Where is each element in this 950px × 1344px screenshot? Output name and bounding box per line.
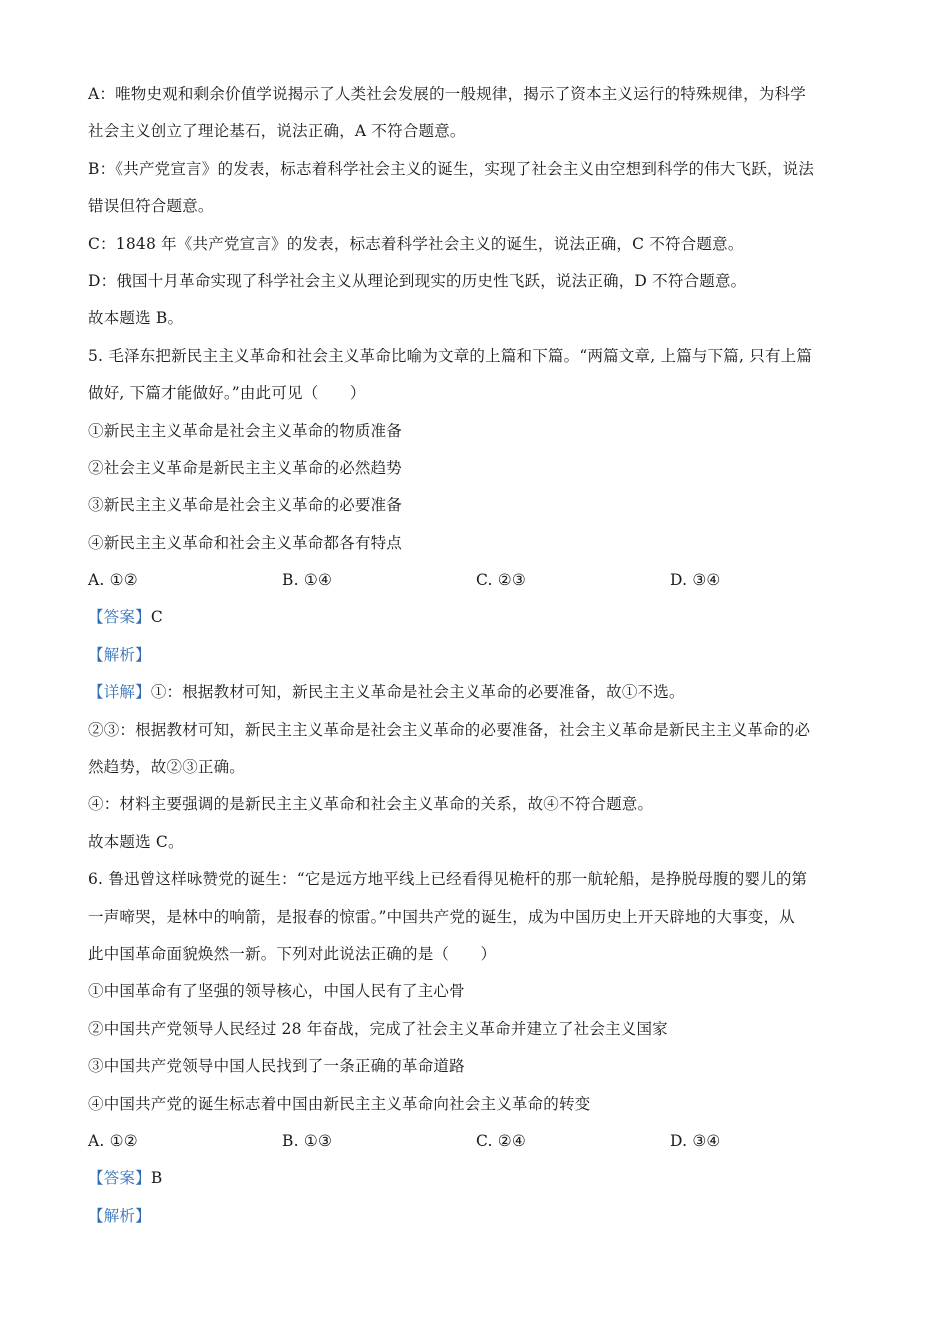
q5-stem-line-1: 5. 毛泽东把新民主主义革命和社会主义革命比喻为文章的上篇和下篇。“两篇文章, 上篇与下篇, 只有上篇 (88, 346, 813, 365)
q5-option-c: C. ②③ (476, 571, 526, 590)
analysis-line-b-cont: 错误但符合题意。 (88, 197, 214, 216)
q5-conclusion: 故本题选 C。 (88, 832, 184, 851)
q6-item-4: ④中国共产党的诞生标志着中国由新民主主义革命向社会主义革命的转变 (88, 1094, 591, 1113)
q6-answer (88, 1160, 864, 1197)
q6-answer-tag: 【答案】 (88, 1169, 151, 1188)
q6-answer-value: B (150, 1169, 163, 1188)
q5-detail-line-1 (88, 674, 864, 711)
q5-item-2: ②社会主义革命是新民主主义革命的必然趋势 (88, 458, 403, 477)
q6-analysis-tag: 【解析】 (88, 1206, 151, 1225)
analysis-line-a: A：唯物史观和剩余价值学说揭示了人类社会发展的一般规律，揭示了资本主义运行的特殊规律，为科学 (88, 85, 806, 103)
q5-options (88, 562, 864, 599)
q5-detail-line-4: ④：材料主要强调的是新民主主义革命和社会主义革命的关系，故④不符合题意。 (88, 795, 654, 814)
q5-answer (88, 599, 864, 636)
q6-options (88, 1123, 864, 1160)
q5-item-4: ④新民主主义革命和社会主义革命都各有特点 (88, 533, 403, 552)
q5-option-d: D. ③④ (670, 571, 721, 590)
q6-option-c: C. ②④ (476, 1131, 526, 1150)
q6-item-2: ②中国共产党领导人民经过 28 年奋战，完成了社会主义革命并建立了社会主义国家 (88, 1019, 668, 1038)
q6-stem-line-1: 6. 鲁迅曾这样咏赞党的诞生：“它是远方地平线上已经看得见桅杆的那一航轮船，是挣脱母腹的婴儿的第 (88, 870, 808, 889)
analysis-line-c: C：1848 年《共产党宣言》的发表，标志着科学社会主义的诞生，说法正确，C 不符合题意。 (88, 234, 744, 253)
q5-answer-value: C (150, 608, 163, 627)
q5-option-b: B. ①④ (282, 571, 333, 590)
q5-detail-line-2: ②③：根据教材可知，新民主主义革命是社会主义革命的必要准备，社会主义革命是新民主主义革命的必 (88, 720, 811, 739)
analysis-line-d: D：俄国十月革命实现了科学社会主义从理论到现实的历史性飞跃，说法正确，D 不符合题意。 (88, 271, 747, 290)
q6-item-1: ①中国革命有了坚强的领导核心，中国人民有了主心骨 (88, 982, 465, 1001)
q5-detail-tag: 【详解】 (88, 683, 151, 702)
q5-answer-tag: 【答案】 (88, 608, 151, 627)
q6-option-d: D. ③④ (670, 1131, 721, 1150)
q6-option-b: B. ①③ (282, 1131, 333, 1150)
q5-detail-line-3: 然趋势，故②③正确。 (88, 758, 246, 777)
q5-item-1: ①新民主主义革命是社会主义革命的物质准备 (88, 421, 403, 440)
q6-stem-line-2: 一声啼哭，是林中的响箭，是报春的惊雷。”中国共产党的诞生，成为中国历史上开天辟地的大事变，从 (88, 907, 795, 926)
q6-stem-line-3: 此中国革命面貌焕然一新。下列对此说法正确的是（ ） (88, 944, 497, 963)
q6-option-a: A. ①② (88, 1131, 138, 1150)
q6-item-3: ③中国共产党领导中国人民找到了一条正确的革命道路 (88, 1057, 465, 1076)
analysis-line-a-cont: 社会主义创立了理论基石，说法正确，A 不符合题意。 (88, 122, 466, 141)
q5-detail-text: ①：根据教材可知，新民主主义革命是社会主义革命的必要准备，故①不选。 (150, 683, 685, 702)
analysis-line-b: B：《共产党宣言》的发表，标志着科学社会主义的诞生，实现了社会主义由空想到科学的伟大飞跃，说法 (88, 159, 815, 178)
document-page (88, 76, 864, 1235)
q5-option-a: A. ①② (88, 571, 138, 590)
q5-stem-line-2: 做好, 下篇才能做好。”由此可见（ ） (88, 384, 366, 403)
q5-item-3: ③新民主主义革命是社会主义革命的必要准备 (88, 496, 403, 515)
q5-analysis-tag: 【解析】 (88, 645, 151, 664)
analysis-conclusion: 故本题选 B。 (88, 309, 184, 328)
